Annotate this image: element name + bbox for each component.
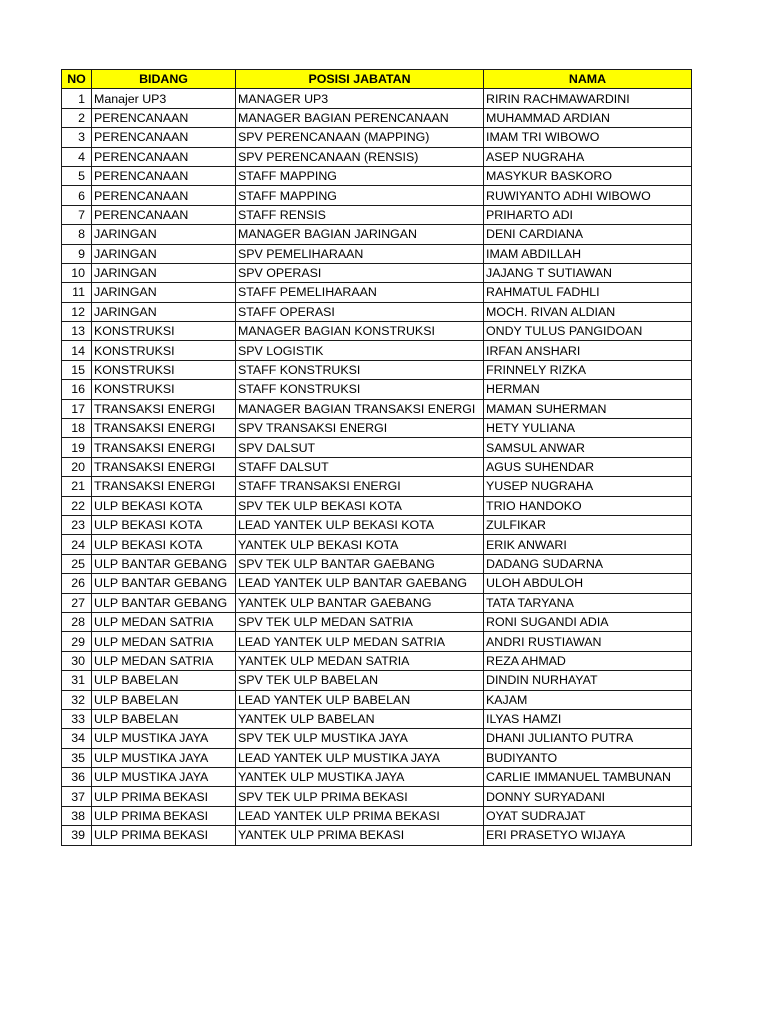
cell-posisi-jabatan: STAFF PEMELIHARAAN xyxy=(236,283,484,302)
column-header-no: NO xyxy=(62,70,92,89)
cell-no: 34 xyxy=(62,729,92,748)
cell-nama: ONDY TULUS PANGIDOAN xyxy=(484,322,692,341)
cell-bidang: ULP BABELAN xyxy=(92,690,236,709)
cell-nama: DONNY SURYADANI xyxy=(484,787,692,806)
table-row xyxy=(62,380,692,399)
cell-no: 6 xyxy=(62,186,92,205)
cell-nama: DADANG SUDARNA xyxy=(484,554,692,573)
table-row xyxy=(62,283,692,302)
table-row xyxy=(62,186,692,205)
cell-no: 32 xyxy=(62,690,92,709)
cell-bidang: ULP BANTAR GEBANG xyxy=(92,593,236,612)
cell-posisi-jabatan: LEAD YANTEK ULP MEDAN SATRIA xyxy=(236,632,484,651)
cell-no: 22 xyxy=(62,496,92,515)
table-row xyxy=(62,651,692,670)
cell-nama: FRINNELY RIZKA xyxy=(484,360,692,379)
cell-nama: ANDRI RUSTIAWAN xyxy=(484,632,692,651)
cell-no: 36 xyxy=(62,768,92,787)
table-row xyxy=(62,593,692,612)
cell-no: 33 xyxy=(62,709,92,728)
cell-nama: MOCH. RIVAN ALDIAN xyxy=(484,302,692,321)
cell-bidang: ULP MUSTIKA JAYA xyxy=(92,729,236,748)
cell-bidang: TRANSAKSI ENERGI xyxy=(92,457,236,476)
table-row xyxy=(62,205,692,224)
cell-nama: ULOH ABDULOH xyxy=(484,574,692,593)
cell-posisi-jabatan: YANTEK ULP BABELAN xyxy=(236,709,484,728)
cell-bidang: PERENCANAAN xyxy=(92,166,236,185)
cell-bidang: KONSTRUKSI xyxy=(92,360,236,379)
cell-nama: PRIHARTO ADI xyxy=(484,205,692,224)
cell-posisi-jabatan: SPV TEK ULP PRIMA BEKASI xyxy=(236,787,484,806)
table-row xyxy=(62,574,692,593)
employee-table-sheet xyxy=(61,69,692,846)
cell-bidang: ULP BABELAN xyxy=(92,671,236,690)
cell-no: 23 xyxy=(62,515,92,534)
table-row xyxy=(62,535,692,554)
table-row xyxy=(62,128,692,147)
cell-nama: IMAM ABDILLAH xyxy=(484,244,692,263)
cell-nama: SAMSUL ANWAR xyxy=(484,438,692,457)
cell-posisi-jabatan: LEAD YANTEK ULP MUSTIKA JAYA xyxy=(236,748,484,767)
table-row xyxy=(62,554,692,573)
cell-bidang: ULP MUSTIKA JAYA xyxy=(92,748,236,767)
cell-bidang: ULP MEDAN SATRIA xyxy=(92,651,236,670)
cell-nama: IRFAN ANSHARI xyxy=(484,341,692,360)
cell-posisi-jabatan: SPV TRANSAKSI ENERGI xyxy=(236,419,484,438)
table-row xyxy=(62,729,692,748)
cell-nama: TRIO HANDOKO xyxy=(484,496,692,515)
cell-nama: DENI CARDIANA xyxy=(484,225,692,244)
cell-posisi-jabatan: STAFF KONSTRUKSI xyxy=(236,360,484,379)
cell-no: 10 xyxy=(62,263,92,282)
table-row xyxy=(62,477,692,496)
cell-nama: HETY YULIANA xyxy=(484,419,692,438)
cell-bidang: ULP MUSTIKA JAYA xyxy=(92,768,236,787)
cell-no: 21 xyxy=(62,477,92,496)
table-row xyxy=(62,632,692,651)
cell-no: 2 xyxy=(62,108,92,127)
cell-nama: RAHMATUL FADHLI xyxy=(484,283,692,302)
table-row xyxy=(62,748,692,767)
cell-no: 8 xyxy=(62,225,92,244)
cell-posisi-jabatan: STAFF MAPPING xyxy=(236,166,484,185)
cell-nama: MASYKUR BASKORO xyxy=(484,166,692,185)
cell-bidang: ULP BABELAN xyxy=(92,709,236,728)
table-row xyxy=(62,515,692,534)
cell-posisi-jabatan: SPV TEK ULP BEKASI KOTA xyxy=(236,496,484,515)
cell-posisi-jabatan: MANAGER BAGIAN JARINGAN xyxy=(236,225,484,244)
cell-posisi-jabatan: SPV LOGISTIK xyxy=(236,341,484,360)
cell-posisi-jabatan: YANTEK ULP MUSTIKA JAYA xyxy=(236,768,484,787)
table-row xyxy=(62,709,692,728)
table-row xyxy=(62,89,692,108)
cell-nama: TATA TARYANA xyxy=(484,593,692,612)
cell-nama: OYAT SUDRAJAT xyxy=(484,806,692,825)
cell-no: 26 xyxy=(62,574,92,593)
cell-posisi-jabatan: SPV PERENCANAAN (MAPPING) xyxy=(236,128,484,147)
table-row xyxy=(62,787,692,806)
cell-no: 5 xyxy=(62,166,92,185)
cell-nama: MAMAN SUHERMAN xyxy=(484,399,692,418)
table-row xyxy=(62,302,692,321)
cell-no: 15 xyxy=(62,360,92,379)
table-row xyxy=(62,806,692,825)
cell-posisi-jabatan: SPV OPERASI xyxy=(236,263,484,282)
table-row xyxy=(62,419,692,438)
table-row xyxy=(62,244,692,263)
cell-posisi-jabatan: STAFF OPERASI xyxy=(236,302,484,321)
cell-no: 4 xyxy=(62,147,92,166)
cell-bidang: PERENCANAAN xyxy=(92,186,236,205)
cell-bidang: JARINGAN xyxy=(92,302,236,321)
table-row xyxy=(62,322,692,341)
cell-nama: IMAM TRI WIBOWO xyxy=(484,128,692,147)
table-row xyxy=(62,399,692,418)
cell-bidang: KONSTRUKSI xyxy=(92,341,236,360)
cell-bidang: TRANSAKSI ENERGI xyxy=(92,477,236,496)
cell-no: 12 xyxy=(62,302,92,321)
cell-no: 30 xyxy=(62,651,92,670)
cell-no: 18 xyxy=(62,419,92,438)
cell-posisi-jabatan: YANTEK ULP MEDAN SATRIA xyxy=(236,651,484,670)
column-header-nama: NAMA xyxy=(484,70,692,89)
cell-bidang: PERENCANAAN xyxy=(92,108,236,127)
cell-posisi-jabatan: LEAD YANTEK ULP PRIMA BEKASI xyxy=(236,806,484,825)
cell-posisi-jabatan: STAFF MAPPING xyxy=(236,186,484,205)
table-row xyxy=(62,457,692,476)
cell-posisi-jabatan: YANTEK ULP PRIMA BEKASI xyxy=(236,826,484,845)
cell-bidang: Manajer UP3 xyxy=(92,89,236,108)
cell-bidang: TRANSAKSI ENERGI xyxy=(92,419,236,438)
cell-posisi-jabatan: SPV DALSUT xyxy=(236,438,484,457)
cell-posisi-jabatan: STAFF TRANSAKSI ENERGI xyxy=(236,477,484,496)
cell-no: 16 xyxy=(62,380,92,399)
cell-posisi-jabatan: SPV PERENCANAAN (RENSIS) xyxy=(236,147,484,166)
cell-no: 39 xyxy=(62,826,92,845)
cell-nama: MUHAMMAD ARDIAN xyxy=(484,108,692,127)
table-row xyxy=(62,612,692,631)
cell-bidang: ULP MEDAN SATRIA xyxy=(92,612,236,631)
cell-bidang: ULP MEDAN SATRIA xyxy=(92,632,236,651)
cell-no: 25 xyxy=(62,554,92,573)
cell-no: 1 xyxy=(62,89,92,108)
cell-nama: ZULFIKAR xyxy=(484,515,692,534)
cell-posisi-jabatan: SPV TEK ULP BANTAR GAEBANG xyxy=(236,554,484,573)
cell-bidang: PERENCANAAN xyxy=(92,128,236,147)
cell-no: 38 xyxy=(62,806,92,825)
cell-no: 24 xyxy=(62,535,92,554)
cell-posisi-jabatan: MANAGER BAGIAN TRANSAKSI ENERGI xyxy=(236,399,484,418)
cell-posisi-jabatan: SPV TEK ULP MEDAN SATRIA xyxy=(236,612,484,631)
cell-no: 29 xyxy=(62,632,92,651)
cell-bidang: ULP PRIMA BEKASI xyxy=(92,787,236,806)
cell-nama: ERIK ANWARI xyxy=(484,535,692,554)
cell-no: 37 xyxy=(62,787,92,806)
table-body xyxy=(62,89,692,845)
table-row xyxy=(62,360,692,379)
cell-nama: ERI PRASETYO WIJAYA xyxy=(484,826,692,845)
cell-posisi-jabatan: STAFF KONSTRUKSI xyxy=(236,380,484,399)
cell-no: 13 xyxy=(62,322,92,341)
table-row xyxy=(62,690,692,709)
cell-bidang: ULP PRIMA BEKASI xyxy=(92,826,236,845)
cell-no: 31 xyxy=(62,671,92,690)
column-header-posisi-jabatan: POSISI JABATAN xyxy=(236,70,484,89)
cell-nama: CARLIE IMMANUEL TAMBUNAN xyxy=(484,768,692,787)
cell-nama: JAJANG T SUTIAWAN xyxy=(484,263,692,282)
cell-bidang: ULP BEKASI KOTA xyxy=(92,515,236,534)
cell-no: 27 xyxy=(62,593,92,612)
cell-nama: AGUS SUHENDAR xyxy=(484,457,692,476)
cell-posisi-jabatan: LEAD YANTEK ULP BABELAN xyxy=(236,690,484,709)
cell-posisi-jabatan: STAFF RENSIS xyxy=(236,205,484,224)
cell-bidang: ULP PRIMA BEKASI xyxy=(92,806,236,825)
cell-bidang: JARINGAN xyxy=(92,263,236,282)
table-row xyxy=(62,768,692,787)
cell-no: 35 xyxy=(62,748,92,767)
cell-no: 14 xyxy=(62,341,92,360)
cell-posisi-jabatan: LEAD YANTEK ULP BEKASI KOTA xyxy=(236,515,484,534)
cell-posisi-jabatan: YANTEK ULP BEKASI KOTA xyxy=(236,535,484,554)
cell-bidang: JARINGAN xyxy=(92,283,236,302)
cell-bidang: ULP BEKASI KOTA xyxy=(92,535,236,554)
cell-posisi-jabatan: STAFF DALSUT xyxy=(236,457,484,476)
cell-no: 9 xyxy=(62,244,92,263)
cell-bidang: PERENCANAAN xyxy=(92,147,236,166)
cell-no: 3 xyxy=(62,128,92,147)
table-row xyxy=(62,108,692,127)
table-row xyxy=(62,826,692,845)
cell-no: 7 xyxy=(62,205,92,224)
table-row xyxy=(62,225,692,244)
cell-no: 11 xyxy=(62,283,92,302)
cell-posisi-jabatan: MANAGER BAGIAN KONSTRUKSI xyxy=(236,322,484,341)
cell-bidang: ULP BEKASI KOTA xyxy=(92,496,236,515)
cell-nama: DINDIN NURHAYAT xyxy=(484,671,692,690)
cell-no: 17 xyxy=(62,399,92,418)
cell-posisi-jabatan: SPV TEK ULP BABELAN xyxy=(236,671,484,690)
cell-bidang: JARINGAN xyxy=(92,225,236,244)
cell-nama: RONI SUGANDI ADIA xyxy=(484,612,692,631)
cell-bidang: KONSTRUKSI xyxy=(92,322,236,341)
cell-posisi-jabatan: SPV TEK ULP MUSTIKA JAYA xyxy=(236,729,484,748)
cell-posisi-jabatan: SPV PEMELIHARAAN xyxy=(236,244,484,263)
column-header-bidang: BIDANG xyxy=(92,70,236,89)
cell-no: 20 xyxy=(62,457,92,476)
cell-nama: RIRIN RACHMAWARDINI xyxy=(484,89,692,108)
table-row xyxy=(62,341,692,360)
table-row xyxy=(62,496,692,515)
cell-bidang: TRANSAKSI ENERGI xyxy=(92,438,236,457)
cell-nama: KAJAM xyxy=(484,690,692,709)
cell-nama: YUSEP NUGRAHA xyxy=(484,477,692,496)
cell-bidang: ULP BANTAR GEBANG xyxy=(92,554,236,573)
employee-table xyxy=(61,69,692,846)
table-row xyxy=(62,438,692,457)
cell-bidang: KONSTRUKSI xyxy=(92,380,236,399)
table-row xyxy=(62,263,692,282)
cell-bidang: PERENCANAAN xyxy=(92,205,236,224)
cell-posisi-jabatan: LEAD YANTEK ULP BANTAR GAEBANG xyxy=(236,574,484,593)
table-row xyxy=(62,147,692,166)
cell-no: 19 xyxy=(62,438,92,457)
cell-nama: REZA AHMAD xyxy=(484,651,692,670)
cell-nama: DHANI JULIANTO PUTRA xyxy=(484,729,692,748)
cell-nama: ILYAS HAMZI xyxy=(484,709,692,728)
cell-posisi-jabatan: YANTEK ULP BANTAR GAEBANG xyxy=(236,593,484,612)
cell-bidang: ULP BANTAR GEBANG xyxy=(92,574,236,593)
cell-nama: BUDIYANTO xyxy=(484,748,692,767)
cell-posisi-jabatan: MANAGER BAGIAN PERENCANAAN xyxy=(236,108,484,127)
cell-no: 28 xyxy=(62,612,92,631)
cell-bidang: TRANSAKSI ENERGI xyxy=(92,399,236,418)
cell-nama: ASEP NUGRAHA xyxy=(484,147,692,166)
cell-posisi-jabatan: MANAGER UP3 xyxy=(236,89,484,108)
cell-bidang: JARINGAN xyxy=(92,244,236,263)
table-header-row xyxy=(62,70,692,89)
cell-nama: HERMAN xyxy=(484,380,692,399)
table-row xyxy=(62,166,692,185)
table-row xyxy=(62,671,692,690)
cell-nama: RUWIYANTO ADHI WIBOWO xyxy=(484,186,692,205)
